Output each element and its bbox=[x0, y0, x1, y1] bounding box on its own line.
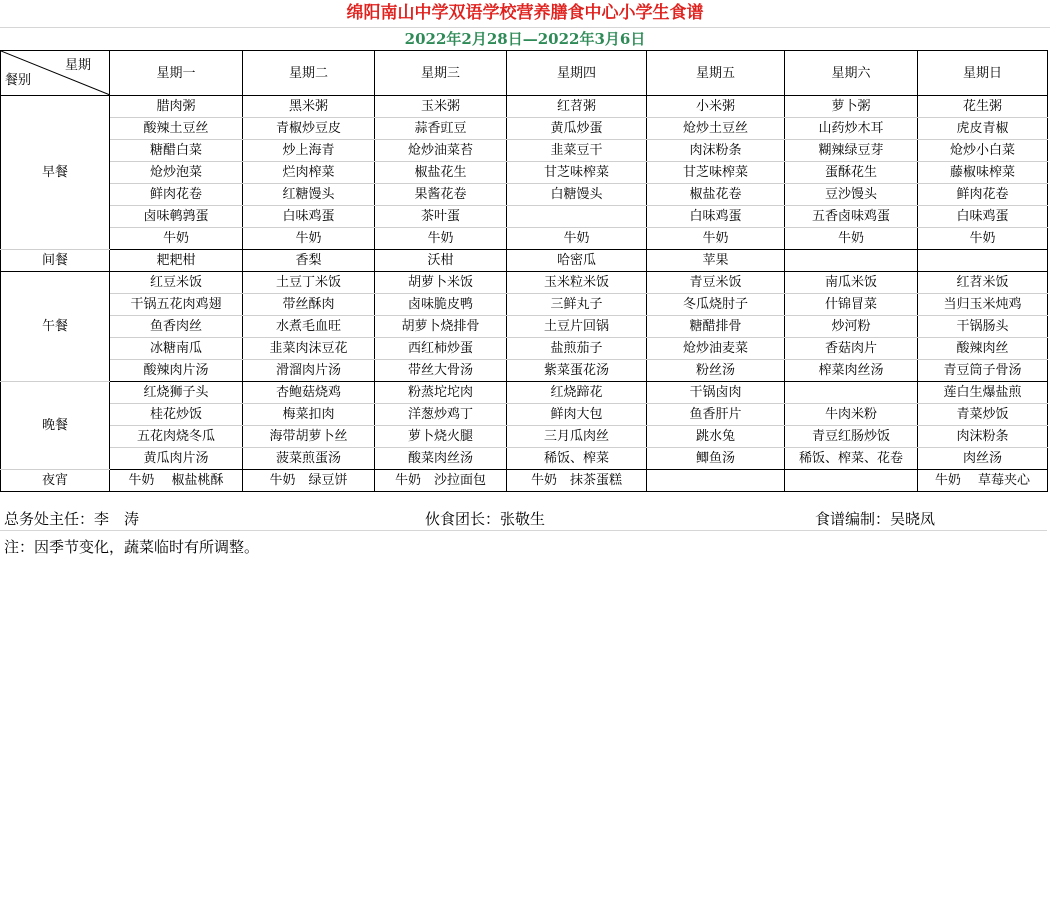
dish-cell: 土豆丁米饭 bbox=[243, 272, 375, 294]
dish-cell: 炒上海青 bbox=[243, 140, 375, 162]
dish-cell: 洋葱炒鸡丁 bbox=[375, 404, 507, 426]
dish-cell: 白糖馒头 bbox=[507, 184, 647, 206]
dish-cell: 青菜炒饭 bbox=[918, 404, 1048, 426]
dish-cell: 粉蒸坨坨肉 bbox=[375, 382, 507, 404]
dish-cell: 苹果 bbox=[647, 250, 785, 272]
snack-row bbox=[1, 250, 1048, 272]
breakfast-row bbox=[1, 206, 1048, 228]
dinner-label: 晚餐 bbox=[1, 382, 110, 470]
dish-cell: 紫菜蛋花汤 bbox=[507, 360, 647, 382]
dish-cell: 三鲜丸子 bbox=[507, 294, 647, 316]
dish-cell: 菠菜煎蛋汤 bbox=[243, 448, 375, 470]
menu-table bbox=[0, 50, 1048, 492]
director-label: 总务处主任：李 涛 bbox=[4, 510, 140, 528]
dish-cell: 鲜肉大包 bbox=[507, 404, 647, 426]
dish-cell: 胡萝卜米饭 bbox=[375, 272, 507, 294]
breakfast-row bbox=[1, 162, 1048, 184]
dish-cell: 南瓜米饭 bbox=[785, 272, 918, 294]
dish-cell bbox=[785, 470, 918, 492]
dish-cell: 肉沫粉条 bbox=[647, 140, 785, 162]
corner-bottom-label: 餐别 bbox=[5, 73, 32, 88]
dish-cell bbox=[507, 206, 647, 228]
dish-cell: 炝炒泡菜 bbox=[110, 162, 243, 184]
corner-top-label: 星期 bbox=[64, 58, 91, 73]
header-row bbox=[1, 51, 1048, 96]
night-label: 夜宵 bbox=[1, 470, 110, 492]
dish-cell: 莲白生爆盐煎 bbox=[918, 382, 1048, 404]
dish-cell: 黑米粥 bbox=[243, 96, 375, 118]
dish-cell: 干锅肠头 bbox=[918, 316, 1048, 338]
day-header: 星期二 bbox=[243, 51, 375, 96]
dish-cell: 萝卜烧火腿 bbox=[375, 426, 507, 448]
dish-cell: 胡萝卜烧排骨 bbox=[375, 316, 507, 338]
dish-cell: 黄瓜炒蛋 bbox=[507, 118, 647, 140]
dish-cell: 炝炒油麦菜 bbox=[647, 338, 785, 360]
dish-cell: 青豆筒子骨汤 bbox=[918, 360, 1048, 382]
dish-cell: 萝卜粥 bbox=[785, 96, 918, 118]
dish-cell: 耙耙柑 bbox=[110, 250, 243, 272]
dish-cell: 卤味鹌鹑蛋 bbox=[110, 206, 243, 228]
dish-cell: 稀饭、榨菜、花卷 bbox=[785, 448, 918, 470]
snack-label: 间餐 bbox=[1, 250, 110, 272]
dish-cell: 冬瓜烧肘子 bbox=[647, 294, 785, 316]
dish-cell: 五香卤味鸡蛋 bbox=[785, 206, 918, 228]
dish-cell: 红苕粥 bbox=[507, 96, 647, 118]
dish-cell: 跳水兔 bbox=[647, 426, 785, 448]
dish-cell: 牛奶 抹茶蛋糕 bbox=[507, 470, 647, 492]
dish-cell bbox=[785, 250, 918, 272]
dish-cell: 西红柿炒蛋 bbox=[375, 338, 507, 360]
lunch-row bbox=[1, 294, 1048, 316]
day-header: 星期四 bbox=[507, 51, 647, 96]
dish-cell: 白味鸡蛋 bbox=[918, 206, 1048, 228]
dish-cell: 卤味脆皮鸭 bbox=[375, 294, 507, 316]
dish-cell: 韭菜豆干 bbox=[507, 140, 647, 162]
date-range: 2022年2月28日—2022年3月6日 bbox=[404, 30, 646, 48]
dish-cell bbox=[647, 470, 785, 492]
dish-cell: 牛奶 bbox=[785, 228, 918, 250]
dish-cell: 果酱花卷 bbox=[375, 184, 507, 206]
dish-cell: 牛奶 沙拉面包 bbox=[375, 470, 507, 492]
dish-cell: 糊辣绿豆芽 bbox=[785, 140, 918, 162]
dish-cell: 韭菜肉沫豆花 bbox=[243, 338, 375, 360]
dish-cell: 牛肉米粉 bbox=[785, 404, 918, 426]
dish-cell: 玉米粒米饭 bbox=[507, 272, 647, 294]
dish-cell: 牛奶 bbox=[918, 228, 1048, 250]
dish-cell: 水煮毛血旺 bbox=[243, 316, 375, 338]
dish-cell: 土豆片回锅 bbox=[507, 316, 647, 338]
dish-cell: 青豆红肠炒饭 bbox=[785, 426, 918, 448]
dish-cell: 椒盐花生 bbox=[375, 162, 507, 184]
dish-cell: 带丝大骨汤 bbox=[375, 360, 507, 382]
day-header: 星期五 bbox=[647, 51, 785, 96]
dish-cell: 青椒炒豆皮 bbox=[243, 118, 375, 140]
dish-cell: 肉丝汤 bbox=[918, 448, 1048, 470]
dish-cell: 糖醋排骨 bbox=[647, 316, 785, 338]
dish-cell: 酸辣土豆丝 bbox=[110, 118, 243, 140]
dish-cell: 牛奶 bbox=[375, 228, 507, 250]
dish-cell: 盐煎茄子 bbox=[507, 338, 647, 360]
dish-cell: 香梨 bbox=[243, 250, 375, 272]
lunch-row bbox=[1, 272, 1048, 294]
dish-cell: 椒盐花卷 bbox=[647, 184, 785, 206]
dish-cell: 糖醋白菜 bbox=[110, 140, 243, 162]
dish-cell: 什锦冒菜 bbox=[785, 294, 918, 316]
dish-cell: 炝炒油菜苔 bbox=[375, 140, 507, 162]
sheet-title: 绵阳南山中学双语学校营养膳食中心小学生食谱 bbox=[0, 0, 1050, 28]
corner-cell bbox=[1, 51, 110, 96]
breakfast-label: 早餐 bbox=[1, 96, 110, 250]
dish-cell: 滑溜肉片汤 bbox=[243, 360, 375, 382]
dinner-row bbox=[1, 426, 1048, 448]
dish-cell: 牛奶 绿豆饼 bbox=[243, 470, 375, 492]
dinner-row bbox=[1, 382, 1048, 404]
dish-cell: 牛奶 bbox=[110, 228, 243, 250]
dish-cell: 红糖馒头 bbox=[243, 184, 375, 206]
dish-cell: 牛奶 bbox=[507, 228, 647, 250]
dish-cell: 带丝酥肉 bbox=[243, 294, 375, 316]
dish-cell: 稀饭、榨菜 bbox=[507, 448, 647, 470]
dish-cell: 牛奶 草莓夹心 bbox=[918, 470, 1048, 492]
dish-cell: 当归玉米炖鸡 bbox=[918, 294, 1048, 316]
dish-cell: 牛奶 bbox=[647, 228, 785, 250]
dish-cell: 虎皮青椒 bbox=[918, 118, 1048, 140]
breakfast-row bbox=[1, 118, 1048, 140]
night-row bbox=[1, 470, 1048, 492]
dish-cell: 山药炒木耳 bbox=[785, 118, 918, 140]
dish-cell: 茶叶蛋 bbox=[375, 206, 507, 228]
dish-cell: 鲜肉花卷 bbox=[110, 184, 243, 206]
dish-cell: 蒜香豇豆 bbox=[375, 118, 507, 140]
dish-cell bbox=[785, 382, 918, 404]
dish-cell: 黄瓜肉片汤 bbox=[110, 448, 243, 470]
day-header: 星期日 bbox=[918, 51, 1048, 96]
dish-cell: 鱼香肝片 bbox=[647, 404, 785, 426]
signature-line bbox=[0, 506, 1047, 531]
dish-cell: 小米粥 bbox=[647, 96, 785, 118]
dish-cell: 干锅卤肉 bbox=[647, 382, 785, 404]
day-header: 星期三 bbox=[375, 51, 507, 96]
dish-cell: 冰糖南瓜 bbox=[110, 338, 243, 360]
breakfast-row bbox=[1, 96, 1048, 118]
dish-cell: 榨菜肉丝汤 bbox=[785, 360, 918, 382]
dish-cell: 酸辣肉片汤 bbox=[110, 360, 243, 382]
dish-cell: 红烧蹄花 bbox=[507, 382, 647, 404]
dish-cell bbox=[918, 250, 1048, 272]
dish-cell: 鲜肉花卷 bbox=[918, 184, 1048, 206]
dish-cell: 豆沙馒头 bbox=[785, 184, 918, 206]
dish-cell: 哈密瓜 bbox=[507, 250, 647, 272]
dish-cell: 腊肉粥 bbox=[110, 96, 243, 118]
dish-cell: 桂花炒饭 bbox=[110, 404, 243, 426]
dish-cell: 梅菜扣肉 bbox=[243, 404, 375, 426]
dish-cell: 鲫鱼汤 bbox=[647, 448, 785, 470]
dinner-row bbox=[1, 448, 1048, 470]
dish-cell: 酸菜肉丝汤 bbox=[375, 448, 507, 470]
dish-cell: 玉米粥 bbox=[375, 96, 507, 118]
dish-cell: 藤椒味榨菜 bbox=[918, 162, 1048, 184]
dish-cell: 酸辣肉丝 bbox=[918, 338, 1048, 360]
dish-cell: 红苕米饭 bbox=[918, 272, 1048, 294]
dish-cell: 三月瓜肉丝 bbox=[507, 426, 647, 448]
dish-cell: 肉沫粉条 bbox=[918, 426, 1048, 448]
dish-cell: 牛奶 bbox=[243, 228, 375, 250]
dish-cell: 鱼香肉丝 bbox=[110, 316, 243, 338]
breakfast-row bbox=[1, 228, 1048, 250]
dish-cell: 甘芝味榨菜 bbox=[507, 162, 647, 184]
dish-cell: 红豆米饭 bbox=[110, 272, 243, 294]
day-header: 星期六 bbox=[785, 51, 918, 96]
dish-cell: 海带胡萝卜丝 bbox=[243, 426, 375, 448]
adjustment-note: 注：因季节变化，蔬菜临时有所调整。 bbox=[4, 538, 260, 556]
dinner-row bbox=[1, 404, 1048, 426]
lunch-row bbox=[1, 360, 1048, 382]
dish-cell: 炒河粉 bbox=[785, 316, 918, 338]
dish-cell: 白味鸡蛋 bbox=[647, 206, 785, 228]
dish-cell: 干锅五花肉鸡翅 bbox=[110, 294, 243, 316]
lunch-row bbox=[1, 316, 1048, 338]
dish-cell: 五花肉烧冬瓜 bbox=[110, 426, 243, 448]
dish-cell: 花生粥 bbox=[918, 96, 1048, 118]
day-header: 星期一 bbox=[110, 51, 243, 96]
breakfast-row bbox=[1, 184, 1048, 206]
dish-cell: 甘芝味榨菜 bbox=[647, 162, 785, 184]
chef-label: 伙食团长：张敬生 bbox=[425, 510, 546, 528]
dish-cell: 香菇肉片 bbox=[785, 338, 918, 360]
dish-cell: 牛奶 椒盐桃酥 bbox=[110, 470, 243, 492]
breakfast-row bbox=[1, 140, 1048, 162]
dish-cell: 红烧狮子头 bbox=[110, 382, 243, 404]
dish-cell: 白味鸡蛋 bbox=[243, 206, 375, 228]
dish-cell: 炝炒土豆丝 bbox=[647, 118, 785, 140]
lunch-label: 午餐 bbox=[1, 272, 110, 382]
dish-cell: 烂肉榨菜 bbox=[243, 162, 375, 184]
dish-cell: 沃柑 bbox=[375, 250, 507, 272]
dish-cell: 炝炒小白菜 bbox=[918, 140, 1048, 162]
dish-cell: 蛋酥花生 bbox=[785, 162, 918, 184]
dish-cell: 杏鲍菇烧鸡 bbox=[243, 382, 375, 404]
dish-cell: 青豆米饭 bbox=[647, 272, 785, 294]
lunch-row bbox=[1, 338, 1048, 360]
compiler-label: 食谱编制：吴晓凤 bbox=[815, 510, 936, 528]
dish-cell: 粉丝汤 bbox=[647, 360, 785, 382]
